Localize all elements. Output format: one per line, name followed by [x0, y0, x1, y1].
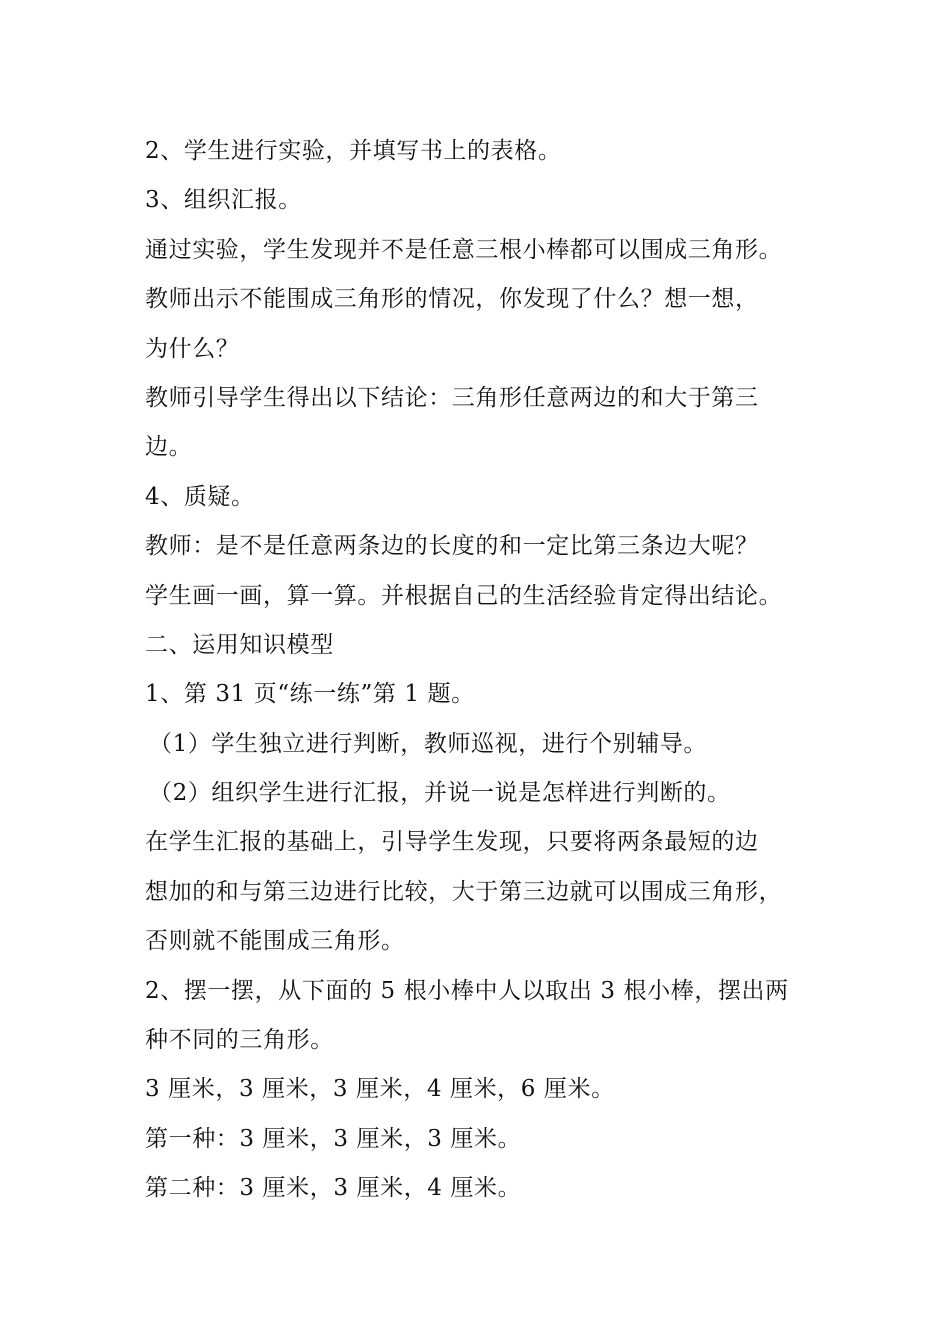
text-line: 教师：是不是任意两条边的长度的和一定比第三条边大呢？ [145, 533, 759, 560]
document-body [145, 127, 835, 1214]
text-line: 边。 [145, 434, 193, 461]
text-line: 通过实验，学生发现并不是任意三根小棒都可以围成三角形。 [145, 236, 783, 263]
text-line: 第一种：3 厘米，3 厘米，3 厘米。 [145, 1125, 522, 1152]
text-line: 3 厘米，3 厘米，3 厘米，4 厘米，6 厘米。 [145, 1076, 615, 1103]
text-line: 4、质疑。 [145, 483, 255, 510]
text-line: （2）组织学生进行汇报，并说一说是怎样进行判断的。 [149, 780, 731, 807]
text-line: 2、学生进行实验，并填写书上的表格。 [145, 138, 562, 164]
text-line: 种不同的三角形。 [145, 1027, 334, 1054]
text-line: 想加的和与第三边进行比较，大于第三边就可以围成三角形， [145, 878, 783, 905]
text-line: 教师出示不能围成三角形的情况，你发现了什么？想一想， [145, 286, 759, 313]
text-line: 教师引导学生得出以下结论：三角形任意两边的和大于第三 [145, 384, 759, 411]
text-line: 否则就不能围成三角形。 [145, 928, 405, 955]
text-line: 为什么？ [145, 335, 240, 362]
text-line: 学生画一画，算一算。并根据自己的生活经验肯定得出结论。 [145, 582, 783, 609]
text-line: 1、第 31 页“练一练”第 1 题。 [145, 681, 475, 708]
text-line: 在学生汇报的基础上，引导学生发现，只要将两条最短的边 [145, 829, 759, 856]
section-heading: 二、运用知识模型 [145, 631, 334, 658]
text-line: 2、摆一摆，从下面的 5 根小棒中人以取出 3 根小棒，摆出两 [145, 977, 789, 1004]
text-line: 第二种：3 厘米，3 厘米，4 厘米。 [145, 1175, 522, 1202]
text-line: 3、组织汇报。 [145, 187, 302, 214]
text-line: （1）学生独立进行判断，教师巡视，进行个别辅导。 [149, 730, 708, 757]
